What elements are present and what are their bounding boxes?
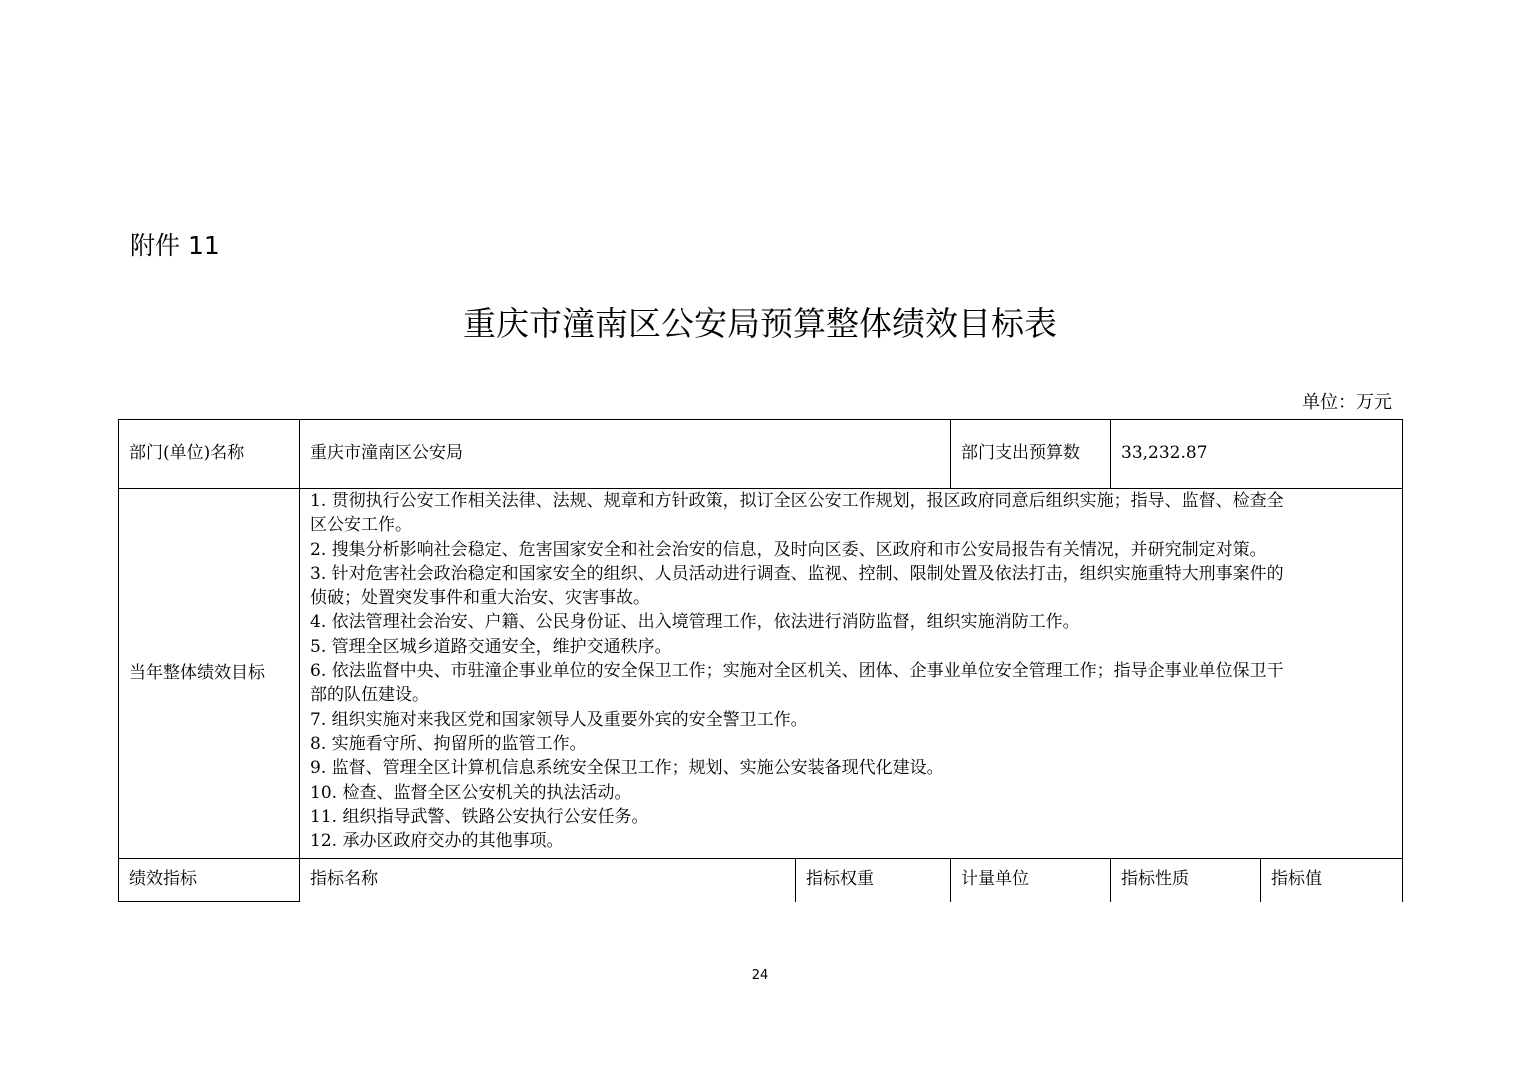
budget-value: 33,232.87 bbox=[1121, 443, 1208, 463]
goal-line: 7. 组织实施对来我区党和国家领导人及重要外宾的安全警卫工作。 bbox=[310, 709, 808, 730]
goal-line: 部的队伍建设。 bbox=[310, 685, 429, 706]
goal-list bbox=[310, 489, 1398, 853]
column-divider-label bbox=[299, 419, 300, 902]
goal-line: 1. 贯彻执行公安工作相关法律、法规、规章和方针政策，拟订全区公安工作规划，报区政府同意后组织实施；指导、监督、检查全 bbox=[310, 491, 1284, 511]
dept-name-label: 部门(单位)名称 bbox=[129, 443, 245, 463]
goal-line: 3. 针对危害社会政治稳定和国家安全的组织、人员活动进行调查、监视、控制、限制处置及依法打击，组织实施重特大刑事案件的 bbox=[310, 563, 1284, 584]
attachment-label: 附件 11 bbox=[130, 231, 220, 260]
document-title: 重庆市潼南区公安局预算整体绩效目标表 bbox=[463, 304, 1057, 343]
column-divider-budget-label bbox=[950, 419, 951, 489]
goal-label: 当年整体绩效目标 bbox=[129, 663, 265, 683]
goal-line: 2. 搜集分析影响社会稳定、危害国家安全和社会治安的信息，及时向区委、区政府和市公安局报告有关情况，并研究制定对策。 bbox=[310, 539, 1267, 560]
indicator-header-name: 指标名称 bbox=[310, 869, 378, 889]
goal-line: 5. 管理全区城乡道路交通安全，维护交通秩序。 bbox=[310, 636, 672, 657]
indicator-header-unit: 计量单位 bbox=[961, 869, 1029, 889]
goal-line: 12. 承办区政府交办的其他事项。 bbox=[310, 831, 564, 852]
column-divider-unit bbox=[950, 858, 951, 902]
indicator-header-nature: 指标性质 bbox=[1121, 869, 1189, 889]
column-divider-nature bbox=[1110, 858, 1111, 902]
table-border-bottom-left bbox=[118, 901, 300, 902]
table-border-right bbox=[1402, 419, 1403, 902]
goal-line: 10. 检查、监督全区公安机关的执法活动。 bbox=[310, 782, 632, 803]
row-divider-2 bbox=[118, 858, 1403, 859]
page-number: 24 bbox=[751, 968, 769, 983]
column-divider-weight bbox=[795, 858, 796, 902]
goal-line: 侦破；处置突发事件和重大治安、灾害事故。 bbox=[310, 588, 650, 609]
goal-line: 11. 组织指导武警、铁路公安执行公安任务。 bbox=[310, 806, 649, 827]
unit-note: 单位：万元 bbox=[1302, 392, 1392, 413]
indicator-label: 绩效指标 bbox=[129, 869, 197, 889]
dept-name-value: 重庆市潼南区公安局 bbox=[310, 443, 463, 463]
indicator-header-value: 指标值 bbox=[1271, 869, 1322, 889]
goal-line: 8. 实施看守所、拘留所的监管工作。 bbox=[310, 733, 587, 754]
goal-line: 9. 监督、管理全区计算机信息系统安全保卫工作；规划、实施公安装备现代化建设。 bbox=[310, 758, 944, 779]
performance-target-table bbox=[118, 419, 1403, 902]
goal-line: 区公安工作。 bbox=[310, 515, 412, 536]
goal-line: 6. 依法监督中央、市驻潼企事业单位的安全保卫工作；实施对全区机关、团体、企事业单位安全管理工作；指导企事业单位保卫干 bbox=[310, 661, 1284, 682]
column-divider-budget-value bbox=[1110, 419, 1111, 489]
table-border-left bbox=[118, 419, 119, 902]
indicator-header-weight: 指标权重 bbox=[806, 869, 874, 889]
goal-line: 4. 依法管理社会治安、户籍、公民身份证、出入境管理工作，依法进行消防监督，组织实施消防工作。 bbox=[310, 612, 1080, 633]
table-border-top bbox=[118, 419, 1403, 420]
budget-label: 部门支出预算数 bbox=[961, 443, 1080, 463]
column-divider-value bbox=[1260, 858, 1261, 902]
goal-content bbox=[310, 489, 1398, 853]
